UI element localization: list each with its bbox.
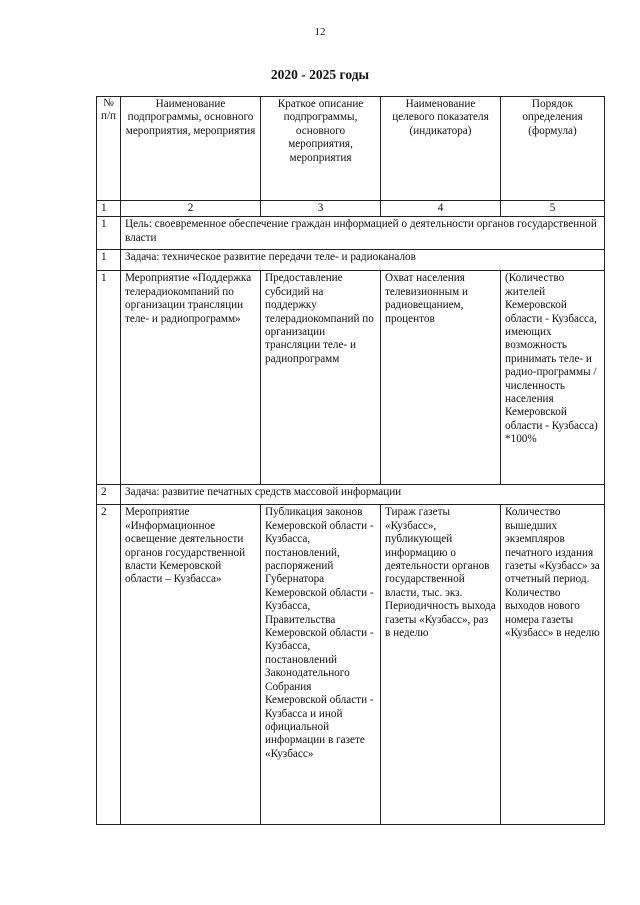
- measure-indicator: Охват населения телевизионным и радиовещанием, процентов: [381, 271, 501, 485]
- task-row: [97, 250, 605, 271]
- column-number: 5: [501, 201, 605, 217]
- header-description: Краткое описание подпрограммы, основного мероприятия, мероприятия: [261, 97, 381, 201]
- measure-formula: Количество вышедших экземпляров печатного издания газеты «Кузбасс» за отчетный период. Количество выходов нового номера газеты «Кузбасс» в неделю: [501, 505, 605, 825]
- page-heading: 2020 - 2025 годы: [270, 67, 370, 82]
- header-number: № п/п: [97, 97, 121, 201]
- measure-description: Публикация законов Кемеровской области - Кузбасса, постановлений, распоряжений Губернатора Кемеровской области - Кузбасса, Правительства Кемеровской области - Кузбасса, постановлений Законодательного Собрания Кемеровской области - Кузбасса и иной официальной информации в газете «Кузбасс»: [261, 505, 381, 825]
- measure-row: [97, 505, 605, 825]
- measure-number: 2: [97, 505, 121, 825]
- task-row: [97, 485, 605, 505]
- measure-name: Мероприятие «Информационное освещение деятельности органов государственной власти Кемеровской области – Кузбасса»: [121, 505, 261, 825]
- header-name: Наименование подпрограммы, основного мероприятия, мероприятия: [121, 97, 261, 201]
- column-number: 1: [97, 201, 121, 217]
- task-number: 2: [97, 485, 121, 505]
- table-header-row: [97, 97, 605, 201]
- column-numbers-row: [97, 201, 605, 217]
- measure-name: Мероприятие «Поддержка телерадиокомпаний по организации трансляции теле- и радиопрограмм»: [121, 271, 261, 485]
- task-text: Задача: развитие печатных средств массовой информации: [121, 485, 605, 505]
- column-number: 2: [121, 201, 261, 217]
- task-text: Задача: техническое развитие передачи теле- и радиоканалов: [121, 250, 605, 271]
- column-number: 3: [261, 201, 381, 217]
- column-number: 4: [381, 201, 501, 217]
- goal-text: Цель: своевременное обеспечение граждан информацией о деятельности органов государственной власти: [121, 217, 605, 250]
- page-number: 12: [314, 26, 326, 38]
- header-indicator: Наименование целевого показателя (индикатора): [381, 97, 501, 201]
- task-number: 1: [97, 250, 121, 271]
- measure-indicator: Тираж газеты «Кузбасс», публикующей информацию о деятельности органов государственной власти, тыс. экз. Периодичность выхода газеты «Кузбасс», раз в неделю: [381, 505, 501, 825]
- program-table: [96, 96, 605, 825]
- measure-description: Предоставление субсидий на поддержку телерадиокомпаний по организации трансляции теле- и радиопрограмм: [261, 271, 381, 485]
- measure-row: [97, 271, 605, 485]
- goal-number: 1: [97, 217, 121, 250]
- measure-formula: (Количество жителей Кемеровской области - Кузбасса, имеющих возможность принимать теле- и радио-программы / численность населения Кемеровской области - Кузбасса) *100%: [501, 271, 605, 485]
- goal-row: [97, 217, 605, 250]
- measure-number: 1: [97, 271, 121, 485]
- header-formula: Порядок определения (формула): [501, 97, 605, 201]
